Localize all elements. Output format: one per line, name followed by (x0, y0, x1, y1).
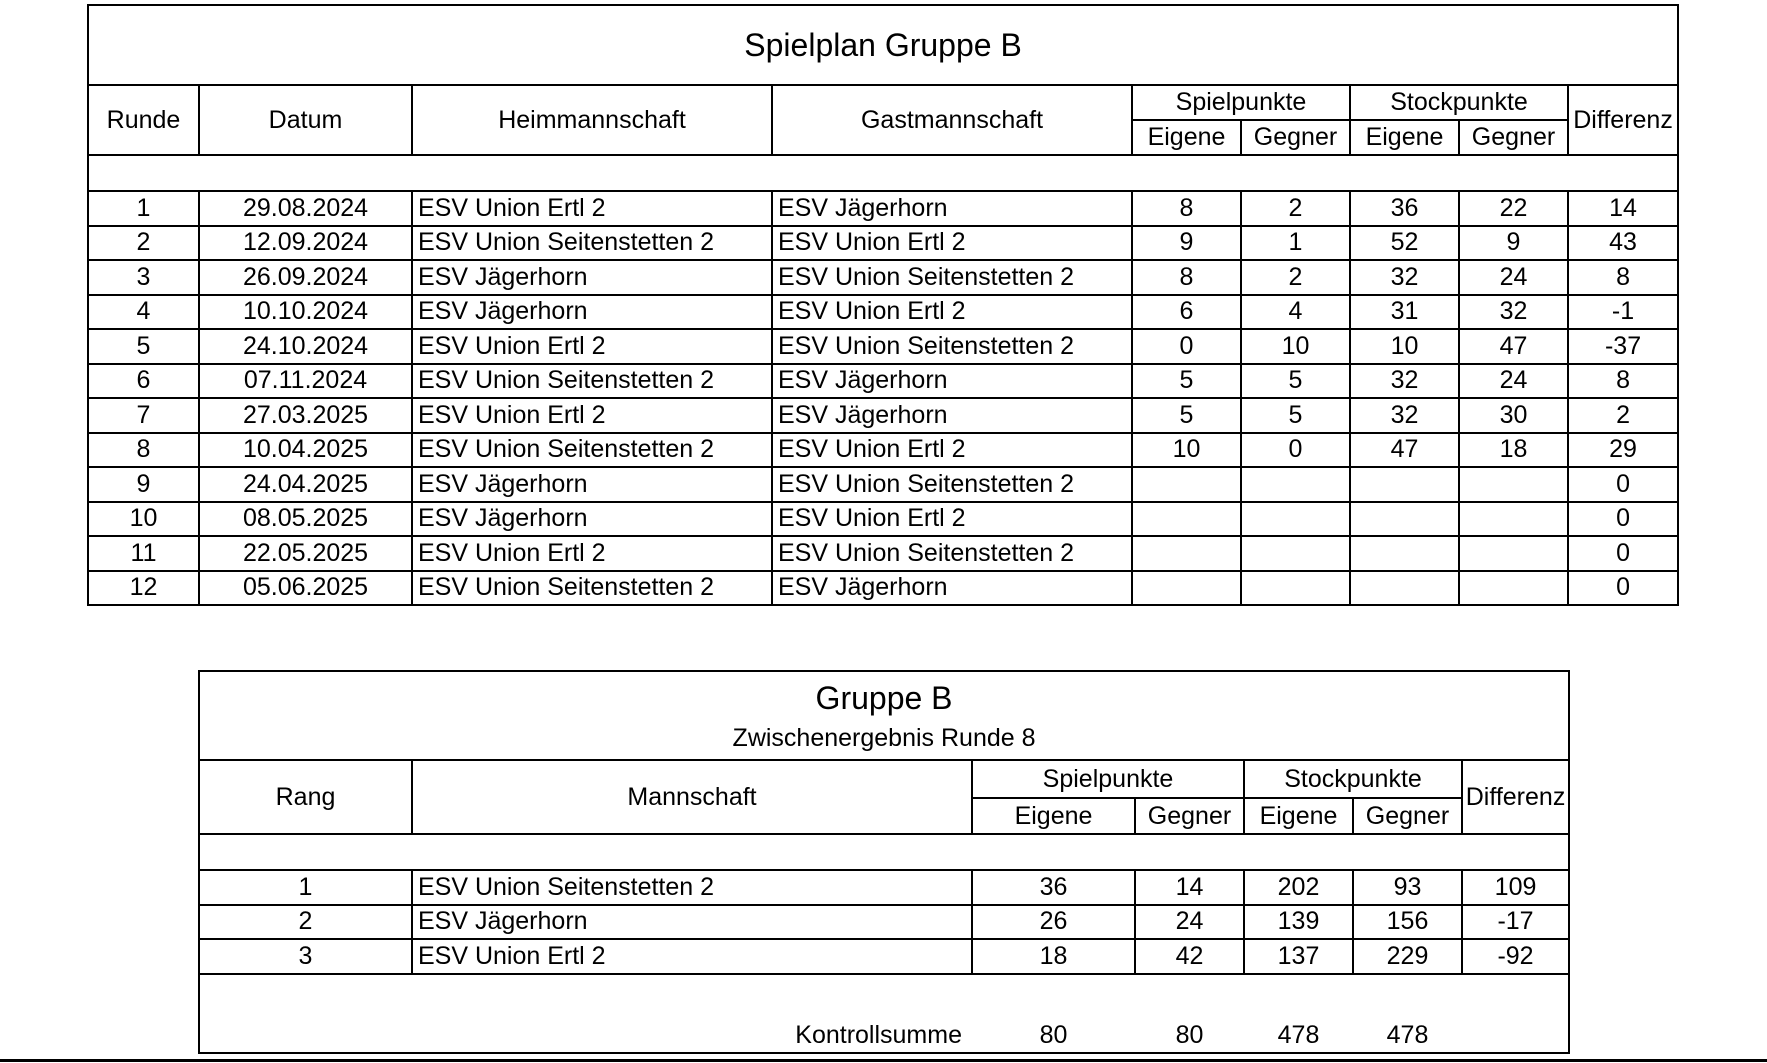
table-row (88, 226, 1678, 261)
cell-datum: 10.04.2025 (199, 433, 412, 468)
cell-sp-gegner: 24 (1135, 905, 1244, 940)
header-sp-gegner: Gegner (1241, 120, 1350, 155)
cell-datum: 29.08.2024 (199, 191, 412, 226)
cell-gastmannschaft: ESV Union Seitenstetten 2 (772, 536, 1132, 571)
standings-title: Gruppe B (199, 671, 1569, 717)
cell-sp-gegner: 2 (1241, 260, 1350, 295)
cell-runde: 11 (88, 536, 199, 571)
cell-sp-eigene: 0 (1132, 329, 1241, 364)
cell-rang: 2 (199, 905, 412, 940)
standings-table (198, 670, 1570, 1054)
table-row (88, 398, 1678, 433)
table-row (88, 260, 1678, 295)
cell-datum: 10.10.2024 (199, 295, 412, 330)
cell-runde: 6 (88, 364, 199, 399)
cell-st-eigene: 32 (1350, 364, 1459, 399)
header-gastmannschaft: Gastmannschaft (772, 85, 1132, 155)
cell-st-eigene (1350, 536, 1459, 571)
table-row (199, 870, 1569, 905)
cell-differenz: 14 (1568, 191, 1678, 226)
schedule-table (87, 4, 1679, 606)
cell-sp-gegner: 42 (1135, 939, 1244, 974)
cell-differenz: -17 (1462, 905, 1569, 940)
cell-st-gegner: 9 (1459, 226, 1568, 261)
table-row (88, 571, 1678, 606)
control-sum-empty (1462, 1010, 1569, 1053)
cell-st-gegner: 30 (1459, 398, 1568, 433)
header-sp-eigene: Eigene (1132, 120, 1241, 155)
cell-sp-gegner (1241, 536, 1350, 571)
cell-st-eigene: 32 (1350, 260, 1459, 295)
cell-sp-eigene (1132, 467, 1241, 502)
control-sum-st-eigene: 478 (1244, 1010, 1353, 1053)
cell-heimmannschaft: ESV Jägerhorn (412, 467, 772, 502)
table-row (88, 329, 1678, 364)
header-differenz: Differenz (1568, 85, 1678, 155)
header-stockpunkte: Stockpunkte (1350, 85, 1568, 120)
bottom-rule (0, 1059, 1767, 1062)
table-row (88, 191, 1678, 226)
header-sp-eigene: Eigene (972, 798, 1135, 834)
cell-gastmannschaft: ESV Jägerhorn (772, 398, 1132, 433)
cell-gastmannschaft: ESV Union Ertl 2 (772, 433, 1132, 468)
cell-sp-gegner: 1 (1241, 226, 1350, 261)
cell-heimmannschaft: ESV Jägerhorn (412, 295, 772, 330)
header-st-gegner: Gegner (1459, 120, 1568, 155)
header-spielpunkte: Spielpunkte (972, 760, 1244, 798)
cell-st-eigene: 47 (1350, 433, 1459, 468)
cell-sp-gegner (1241, 571, 1350, 606)
header-st-eigene: Eigene (1244, 798, 1353, 834)
cell-heimmannschaft: ESV Union Seitenstetten 2 (412, 226, 772, 261)
cell-mannschaft: ESV Union Ertl 2 (412, 939, 972, 974)
header-datum: Datum (199, 85, 412, 155)
control-sum-sp-gegner: 80 (1135, 1010, 1244, 1053)
cell-differenz: -92 (1462, 939, 1569, 974)
table-row (199, 939, 1569, 974)
header-heimmannschaft: Heimmannschaft (412, 85, 772, 155)
cell-st-gegner: 22 (1459, 191, 1568, 226)
cell-st-eigene: 10 (1350, 329, 1459, 364)
cell-runde: 10 (88, 502, 199, 537)
cell-st-gegner: 32 (1459, 295, 1568, 330)
cell-runde: 7 (88, 398, 199, 433)
cell-sp-eigene: 9 (1132, 226, 1241, 261)
cell-gastmannschaft: ESV Jägerhorn (772, 191, 1132, 226)
cell-st-gegner: 229 (1353, 939, 1462, 974)
control-spacer (199, 974, 1569, 1010)
cell-datum: 24.04.2025 (199, 467, 412, 502)
cell-differenz: 2 (1568, 398, 1678, 433)
cell-heimmannschaft: ESV Union Ertl 2 (412, 536, 772, 571)
cell-st-gegner: 156 (1353, 905, 1462, 940)
table-row (88, 536, 1678, 571)
cell-st-eigene: 52 (1350, 226, 1459, 261)
cell-sp-eigene: 36 (972, 870, 1135, 905)
cell-datum: 12.09.2024 (199, 226, 412, 261)
cell-st-gegner: 93 (1353, 870, 1462, 905)
control-sum-st-gegner: 478 (1353, 1010, 1462, 1053)
cell-datum: 07.11.2024 (199, 364, 412, 399)
header-differenz: Differenz (1462, 760, 1569, 834)
cell-differenz: 29 (1568, 433, 1678, 468)
cell-runde: 5 (88, 329, 199, 364)
cell-sp-eigene: 8 (1132, 191, 1241, 226)
cell-heimmannschaft: ESV Jägerhorn (412, 260, 772, 295)
cell-mannschaft: ESV Union Seitenstetten 2 (412, 870, 972, 905)
cell-gastmannschaft: ESV Union Ertl 2 (772, 295, 1132, 330)
spacer-row (199, 834, 1569, 870)
table-row (88, 502, 1678, 537)
cell-runde: 4 (88, 295, 199, 330)
cell-heimmannschaft: ESV Union Ertl 2 (412, 191, 772, 226)
header-stockpunkte: Stockpunkte (1244, 760, 1462, 798)
table-row (88, 467, 1678, 502)
cell-differenz: 109 (1462, 870, 1569, 905)
cell-rang: 3 (199, 939, 412, 974)
cell-differenz: 0 (1568, 536, 1678, 571)
header-st-gegner: Gegner (1353, 798, 1462, 834)
cell-st-gegner (1459, 502, 1568, 537)
cell-st-gegner: 47 (1459, 329, 1568, 364)
cell-sp-gegner: 14 (1135, 870, 1244, 905)
header-mannschaft: Mannschaft (412, 760, 972, 834)
cell-differenz: 8 (1568, 260, 1678, 295)
cell-heimmannschaft: ESV Union Seitenstetten 2 (412, 364, 772, 399)
cell-gastmannschaft: ESV Union Seitenstetten 2 (772, 467, 1132, 502)
cell-runde: 3 (88, 260, 199, 295)
cell-heimmannschaft: ESV Union Ertl 2 (412, 329, 772, 364)
cell-runde: 9 (88, 467, 199, 502)
cell-st-eigene: 31 (1350, 295, 1459, 330)
cell-datum: 24.10.2024 (199, 329, 412, 364)
spacer-row (88, 155, 1678, 191)
cell-st-eigene: 139 (1244, 905, 1353, 940)
cell-st-gegner: 18 (1459, 433, 1568, 468)
cell-differenz: 0 (1568, 502, 1678, 537)
cell-st-eigene (1350, 502, 1459, 537)
cell-gastmannschaft: ESV Union Ertl 2 (772, 226, 1132, 261)
cell-sp-gegner: 5 (1241, 364, 1350, 399)
cell-differenz: 0 (1568, 467, 1678, 502)
cell-runde: 2 (88, 226, 199, 261)
cell-heimmannschaft: ESV Union Seitenstetten 2 (412, 571, 772, 606)
header-spielpunkte: Spielpunkte (1132, 85, 1350, 120)
cell-mannschaft: ESV Jägerhorn (412, 905, 972, 940)
cell-heimmannschaft: ESV Jägerhorn (412, 502, 772, 537)
cell-gastmannschaft: ESV Jägerhorn (772, 364, 1132, 399)
cell-datum: 27.03.2025 (199, 398, 412, 433)
cell-differenz: 0 (1568, 571, 1678, 606)
cell-st-gegner (1459, 571, 1568, 606)
control-sum-label: Kontrollsumme (199, 1010, 972, 1053)
cell-datum: 22.05.2025 (199, 536, 412, 571)
table-row (88, 433, 1678, 468)
cell-gastmannschaft: ESV Union Ertl 2 (772, 502, 1132, 537)
cell-st-gegner: 24 (1459, 260, 1568, 295)
cell-st-gegner (1459, 467, 1568, 502)
header-rang: Rang (199, 760, 412, 834)
cell-sp-eigene: 26 (972, 905, 1135, 940)
cell-gastmannschaft: ESV Union Seitenstetten 2 (772, 329, 1132, 364)
cell-rang: 1 (199, 870, 412, 905)
table-row (88, 295, 1678, 330)
cell-heimmannschaft: ESV Union Seitenstetten 2 (412, 433, 772, 468)
schedule-title: Spielplan Gruppe B (88, 5, 1678, 85)
cell-runde: 12 (88, 571, 199, 606)
cell-st-eigene: 137 (1244, 939, 1353, 974)
cell-st-eigene: 32 (1350, 398, 1459, 433)
cell-st-eigene: 36 (1350, 191, 1459, 226)
standings-subtitle: Zwischenergebnis Runde 8 (199, 717, 1569, 760)
cell-sp-gegner: 5 (1241, 398, 1350, 433)
control-sum-sp-eigene: 80 (972, 1010, 1135, 1053)
cell-sp-gegner (1241, 467, 1350, 502)
cell-sp-eigene (1132, 502, 1241, 537)
cell-sp-eigene: 10 (1132, 433, 1241, 468)
cell-differenz: -1 (1568, 295, 1678, 330)
cell-differenz: 43 (1568, 226, 1678, 261)
cell-differenz: 8 (1568, 364, 1678, 399)
cell-sp-gegner: 10 (1241, 329, 1350, 364)
header-sp-gegner: Gegner (1135, 798, 1244, 834)
cell-st-eigene (1350, 467, 1459, 502)
cell-st-eigene: 202 (1244, 870, 1353, 905)
cell-gastmannschaft: ESV Union Seitenstetten 2 (772, 260, 1132, 295)
cell-sp-eigene: 8 (1132, 260, 1241, 295)
cell-sp-eigene: 6 (1132, 295, 1241, 330)
cell-sp-eigene: 5 (1132, 398, 1241, 433)
cell-runde: 1 (88, 191, 199, 226)
cell-gastmannschaft: ESV Jägerhorn (772, 571, 1132, 606)
header-st-eigene: Eigene (1350, 120, 1459, 155)
cell-sp-eigene (1132, 571, 1241, 606)
cell-sp-eigene: 5 (1132, 364, 1241, 399)
cell-st-eigene (1350, 571, 1459, 606)
cell-datum: 08.05.2025 (199, 502, 412, 537)
cell-heimmannschaft: ESV Union Ertl 2 (412, 398, 772, 433)
cell-st-gegner: 24 (1459, 364, 1568, 399)
table-row (199, 905, 1569, 940)
cell-sp-gegner: 4 (1241, 295, 1350, 330)
cell-sp-eigene: 18 (972, 939, 1135, 974)
cell-st-gegner (1459, 536, 1568, 571)
cell-sp-gegner: 2 (1241, 191, 1350, 226)
table-row (88, 364, 1678, 399)
cell-sp-eigene (1132, 536, 1241, 571)
cell-differenz: -37 (1568, 329, 1678, 364)
cell-sp-gegner: 0 (1241, 433, 1350, 468)
cell-datum: 05.06.2025 (199, 571, 412, 606)
cell-runde: 8 (88, 433, 199, 468)
header-runde: Runde (88, 85, 199, 155)
cell-sp-gegner (1241, 502, 1350, 537)
cell-datum: 26.09.2024 (199, 260, 412, 295)
